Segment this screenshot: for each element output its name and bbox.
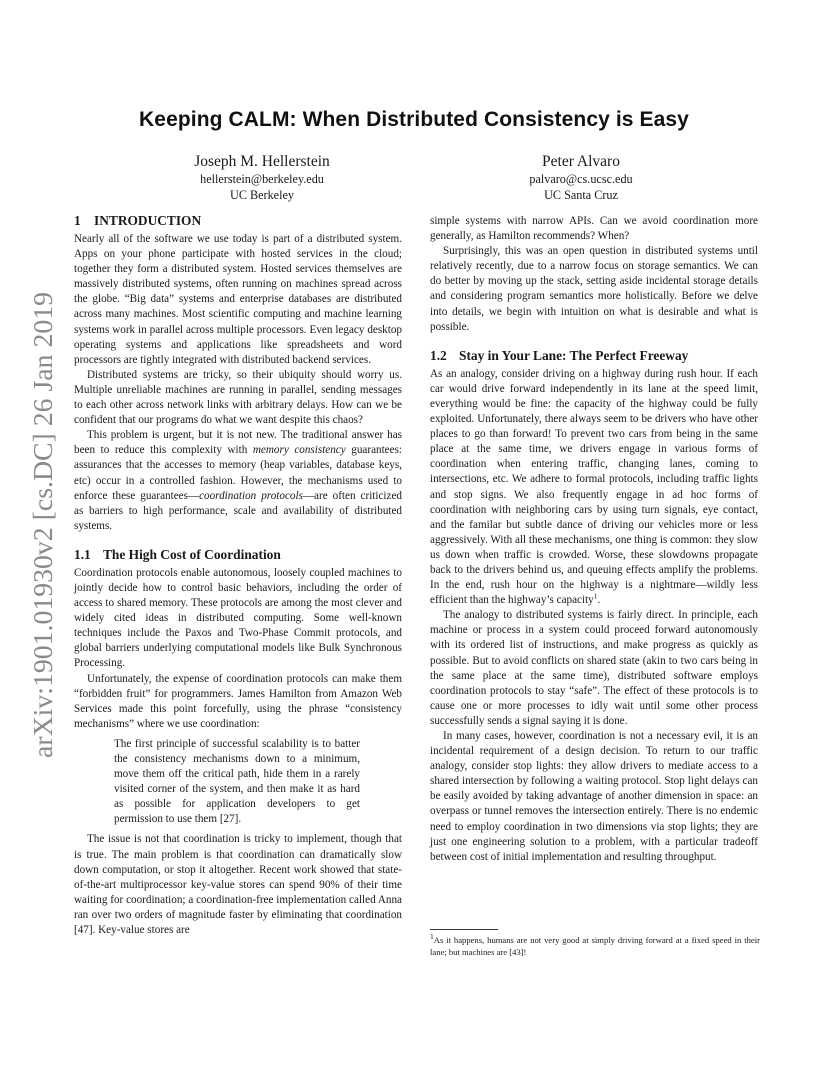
footnote-marker[interactable]: 1 <box>593 591 598 601</box>
text-run: As an analogy, consider driving on a highway during rush hour. If each car would drive forward independently in its lane at the speed limit, everything would be fine: the capacity of the highway could be fully exploited. Unfortunately, there always seem to be drivers who have other places to go than forward! To prevent two cars from being in the same place at the same time, we drivers engage in various forms of coordination when entering traffic, changing lanes, coming to intersections, etc. We adhere to formal protocols, including traffic lights and stop signs. We also frequently engage in ad hoc forms of coordination with neighboring cars by using turn signals, eye contact, and the familar but subtle dance of driving our vehicles more or less aggressively. With all these mechanisms, one thing is common: they slow us down when traffic is crowded. Worse, these slowdowns propagate back to the drivers behind us, and queuing effects amplify the problems. In the end, rush hour on the highway is a nightmare—wildly less efficient than the highway’s capacity <box>430 367 758 607</box>
subsection-heading-high-cost <box>74 546 402 563</box>
text-run: . <box>597 594 601 607</box>
left-column <box>74 212 402 938</box>
paragraph: Surprisingly, this was an open question in distributed systems until relatively recently, due to a narrow focus on storage semantics. We can do better by moving up the stack, setting aside incidental storage details and considering program semantics more holistically. Before we delve into details, we begin with intuition on what is desirable and what is possible. <box>430 245 758 333</box>
subsection-title: Stay in Your Lane: The Perfect Freeway <box>459 347 689 363</box>
right-column <box>430 214 758 865</box>
paragraph: The analogy to distributed systems is fairly direct. In principle, each machine or process in a system could proceed forward autonomously with its ordered list of instructions, and make progress as quickly as possible. But to avoid conflicts on shared state (akin to two cars being in the same place at the same time), distributed software employs coordination protocols to stay “safe”. The effect of these protocols is to cause one or more processes to idly wait until some other process successfully sends a signal saying it is done. <box>430 609 758 727</box>
paragraph: Distributed systems are tricky, so their ubiquity should worry us. Multiple unreliable machines are running in parallel, sending messages to each other across network links with arbitrary delays. How can we be confident that our programs do what we want despite this chaos? <box>74 368 402 427</box>
arxiv-identifier: arXiv:1901.01930v2 [cs.DC] 26 Jan 2019 <box>28 305 58 758</box>
emphasis-coordination-protocols: coordination protocols <box>199 489 303 502</box>
subsection-title: The High Cost of Coordination <box>103 546 281 562</box>
arxiv-sidebar-stamp <box>22 290 62 760</box>
paragraph: The issue is not that coordination is tricky to implement, though that is true. The main problem is that coordination can dramatically slow down computation, or stop it altogether. Recent work showed that state-of-the-art multiprocessor key-value stores can spend 90% of their time waiting for coordination; a coordination-free implementation called Anna ran over two orders of magnitude faster by eliminating that coordination [47]. Key-value stores are <box>74 833 402 937</box>
author-affiliation: UC Berkeley <box>230 188 294 202</box>
paragraph <box>74 428 402 534</box>
paragraph: In many cases, however, coordination is not a necessary evil, it is an incidental requirement of a design decision. To return to our traffic analogy, consider stop lights: they allow drivers to mediate access to a shared intersection by following a waiting protocol. Stop light delays can be easily avoided by taking advantage of another dimension in space: an overpass or tunnel removes the intersection entirely. There is no endemic need to employ coordination in two dimensions via stop lights; they are just one engineering solution to a problem, with a particular tradeoff between cost of initial implementation and resulting throughput. <box>430 730 758 863</box>
paragraph <box>430 367 758 609</box>
emphasis-memory-consistency: memory consistency <box>252 444 346 457</box>
paragraph: simple systems with narrow APIs. Can we avoid coordination more generally, as Hamilton recommends? When? <box>430 215 758 243</box>
paragraph: Coordination protocols enable autonomous, loosely coupled machines to jointly decide how to control basic behaviors, including the order of access to shared memory. These protocols are among the most clever and widely cited ideas in distributed computing. Some well-known techniques include the Paxos and Two-Phase Commit protocols, and global barriers underlying computational models like Bulk Synchronous Processing. <box>74 566 402 670</box>
section-title: INTRODUCTION <box>94 213 202 228</box>
text-run: —are often criticized as barriers to high performance, scale and availability of distributed systems. <box>74 489 402 532</box>
author-email: hellerstein@berkeley.edu <box>200 172 324 186</box>
author-email: palvaro@cs.ucsc.edu <box>529 172 633 186</box>
section-heading-introduction <box>74 212 402 229</box>
footnote-text: As it happens, humans are not very good at simply driving forward at a fixed speed in their lane; but machines are [43]! <box>430 935 760 957</box>
block-quote: The first principle of successful scalability is to batter the consistency mechanisms down to a minimum, move them off the critical path, hide them in a rarely visited corner of the system, and then make it as hard as possible for application developers to get permission to use them [27]. <box>114 737 360 826</box>
author-block-1 <box>112 152 412 203</box>
subsection-number: 1.2 <box>430 347 447 363</box>
subsection-heading-freeway <box>430 347 758 364</box>
footnote-number: 1 <box>430 932 434 942</box>
author-name: Peter Alvaro <box>542 153 620 170</box>
subsection-number: 1.1 <box>74 546 91 562</box>
paragraph: Unfortunately, the expense of coordination protocols can make them “forbidden fruit” for programmers. James Hamilton from Amazon Web Services made this point forcefully, using the phrase “consistency mechanisms” where we use coordination: <box>74 672 402 730</box>
text-run: This problem is urgent, but it is not new. The traditional answer has been to reduce this complexity with <box>74 429 402 457</box>
author-affiliation: UC Santa Cruz <box>544 188 618 202</box>
text-run: guarantees: assurances that the accesses to memory (heap variables, database keys, etc) occur in a controlled fashion. However, the mechanisms used to enforce these guarantees— <box>74 444 403 502</box>
section-number: 1 <box>74 213 81 228</box>
footnote-rule <box>430 929 498 930</box>
paper-title: Keeping CALM: When Distributed Consistency is Easy <box>139 108 689 131</box>
author-name: Joseph M. Hellerstein <box>194 153 330 170</box>
author-block-2 <box>431 152 731 203</box>
paragraph: Nearly all of the software we use today is part of a distributed system. Apps on your phone participate with hosted services in the cloud; together they form a distributed system. Hosted services themselves are massively distributed systems, often running on machines spread across the globe. “Big data” systems and enterprise databases are distributed across many machines. Most scientific computing and machine learning systems work in parallel across multiple processors. Even legacy desktop operating systems and applications like spreadsheets and word processors are tightly integrated with distributed backend services. <box>74 233 402 366</box>
footnote <box>430 932 760 958</box>
